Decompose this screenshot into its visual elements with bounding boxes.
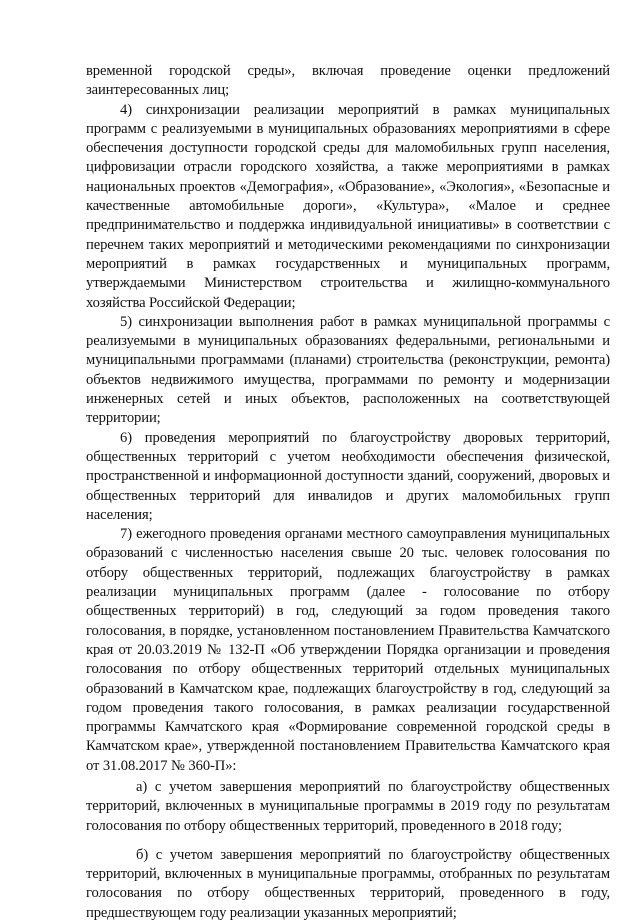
paragraph-subitem-a: а) с учетом завершения мероприятий по благоустройству общественных территорий, включенных в муниципальные программы в 2019 году по результатам голосования по отбору общественных территорий, проведенного в 2018 году; (86, 778, 610, 834)
paragraph-item-7: 7) ежегодного проведения органами местного самоуправления муниципальных образований с численностью населения свыше 20 тыс. человек голосования по отбору общественных территорий, подлежащих благоустройству в рамках реализации муниципальных программ (далее - голосование по отбору общественных территорий) в год, следующий за годом проведения такого голосования, в порядке, установленном постановлением Правительства Камчатского края от 20.03.2019 № 132-П «Об утверждении Порядка организации и проведения голосования по отбору общественных территорий отдельных муниципальных образований в Камчатском крае, подлежащих благоустройству в год, следующий за годом проведения такого голосования, в рамках реализации государственной программы Камчатского края «Формирование современной городской среды в Камчатском крае», утвержденной постановлением Правительства Камчатского края от 31.08.2017 № 360-П»: (86, 526, 610, 774)
paragraph-item-5: 5) синхронизации выполнения работ в рамках муниципальной программы с реализуемыми в муниципальных образованиях федеральными, региональными и муниципальными программами (планами) строительства (реконструкции, ремонта) объектов недвижимого имущества, программами по ремонту и модернизации инженерных сетей и иных объектов, расположенных на соответствующей территории; (86, 313, 610, 427)
paragraph-item-4: 4) синхронизации реализации мероприятий в рамках муниципальных программ с реализуемыми в муниципальных образованиях мероприятиями в сфере обеспечения доступности городской среды для маломобильных групп населения, цифровизации отрасли городского хозяйства, а также мероприятиями в рамках национальных проектов «Демография», «Образование», «Экология», «Безопасные и качественные автомобильные дороги», «Культура», «Малое и среднее предпринимательство и поддержка индивидуальной инициативы» в соответствии с перечнем таких мероприятий и методическими рекомендациями по синхронизации мероприятий в рамках государственных и муниципальных программ, утверждаемыми Министерством строительства и жилищно-коммунального хозяйства Российской Федерации; (86, 101, 610, 311)
paragraph-subitem-b: б) с учетом завершения мероприятий по благоустройству общественных территорий, включенных в муниципальные программы, отобранных по результатам голосования по отбору общественных территорий, проведенного в году, предшествующем году реализации указанных мероприятий; (86, 846, 610, 921)
paragraph-continuation: временной городской среды», включая проведение оценки предложений заинтересованных лиц; (86, 63, 610, 99)
paragraph-item-6: 6) проведения мероприятий по благоустройству дворовых территорий, общественных территорий с учетом необходимости обеспечения физической, пространственной и информационной доступности зданий, сооружений, дворовых и общественных территорий для инвалидов и других маломобильных групп населения; (86, 429, 610, 523)
